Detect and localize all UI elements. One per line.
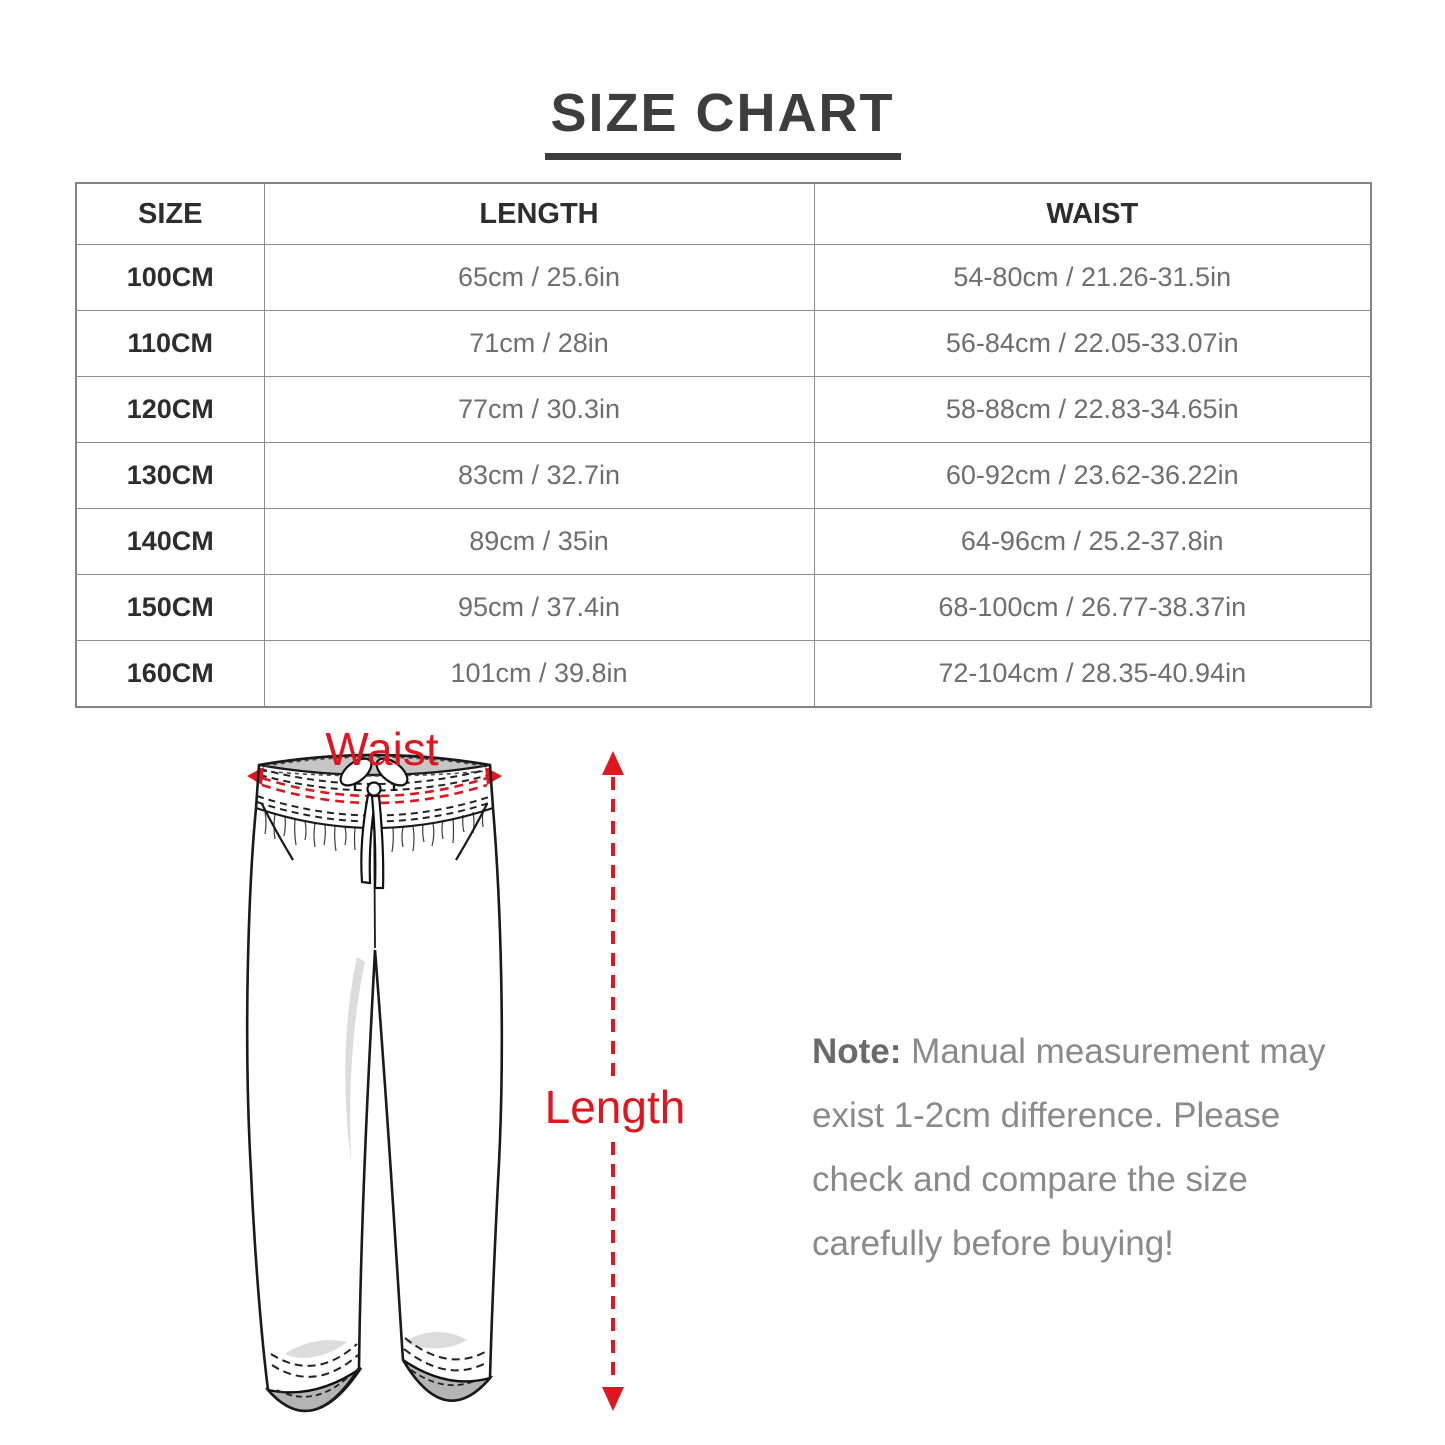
- note-text: [812, 1020, 1352, 1276]
- length-cell: 101cm / 39.8in: [264, 641, 814, 708]
- note-body: Manual measurement may exist 1-2cm difference. Please check and compare the size carefully before buying!: [812, 1032, 1326, 1263]
- waist-arrow-left-icon: [247, 767, 264, 785]
- table-row: [76, 245, 1371, 311]
- pants-diagram: [235, 742, 565, 1445]
- table-row: [76, 509, 1371, 575]
- waist-cell: 60-92cm / 23.62-36.22in: [814, 443, 1371, 509]
- table-row: [76, 641, 1371, 708]
- waist-arrow-right-icon: [485, 767, 502, 785]
- size-cell: 140CM: [76, 509, 264, 575]
- length-cell: 65cm / 25.6in: [264, 245, 814, 311]
- header-length: LENGTH: [264, 183, 814, 245]
- header-size: SIZE: [76, 183, 264, 245]
- size-cell: 110CM: [76, 311, 264, 377]
- size-cell: 120CM: [76, 377, 264, 443]
- waist-cell: 54-80cm / 21.26-31.5in: [814, 245, 1371, 311]
- length-cell: 77cm / 30.3in: [264, 377, 814, 443]
- length-label: Length: [544, 1081, 686, 1133]
- table-row: [76, 377, 1371, 443]
- waist-label: Waist: [325, 723, 439, 775]
- length-cell: 95cm / 37.4in: [264, 575, 814, 641]
- table-header-row: [76, 183, 1371, 245]
- table-row: [76, 443, 1371, 509]
- size-cell: 100CM: [76, 245, 264, 311]
- waist-cell: 72-104cm / 28.35-40.94in: [814, 641, 1371, 708]
- table-row: [76, 575, 1371, 641]
- length-cell: 71cm / 28in: [264, 311, 814, 377]
- waist-cell: 64-96cm / 25.2-37.8in: [814, 509, 1371, 575]
- size-cell: 160CM: [76, 641, 264, 708]
- waist-cell: 56-84cm / 22.05-33.07in: [814, 311, 1371, 377]
- table-row: [76, 311, 1371, 377]
- length-cell: 89cm / 35in: [264, 509, 814, 575]
- waist-cell: 68-100cm / 26.77-38.37in: [814, 575, 1371, 641]
- waist-cell: 58-88cm / 22.83-34.65in: [814, 377, 1371, 443]
- header-waist: WAIST: [814, 183, 1371, 245]
- note-label: Note:: [812, 1032, 902, 1071]
- size-cell: 150CM: [76, 575, 264, 641]
- page-title: SIZE CHART: [545, 82, 901, 160]
- size-cell: 130CM: [76, 443, 264, 509]
- page-title-wrap: [0, 82, 1445, 160]
- length-cell: 83cm / 32.7in: [264, 443, 814, 509]
- size-table: [75, 182, 1372, 708]
